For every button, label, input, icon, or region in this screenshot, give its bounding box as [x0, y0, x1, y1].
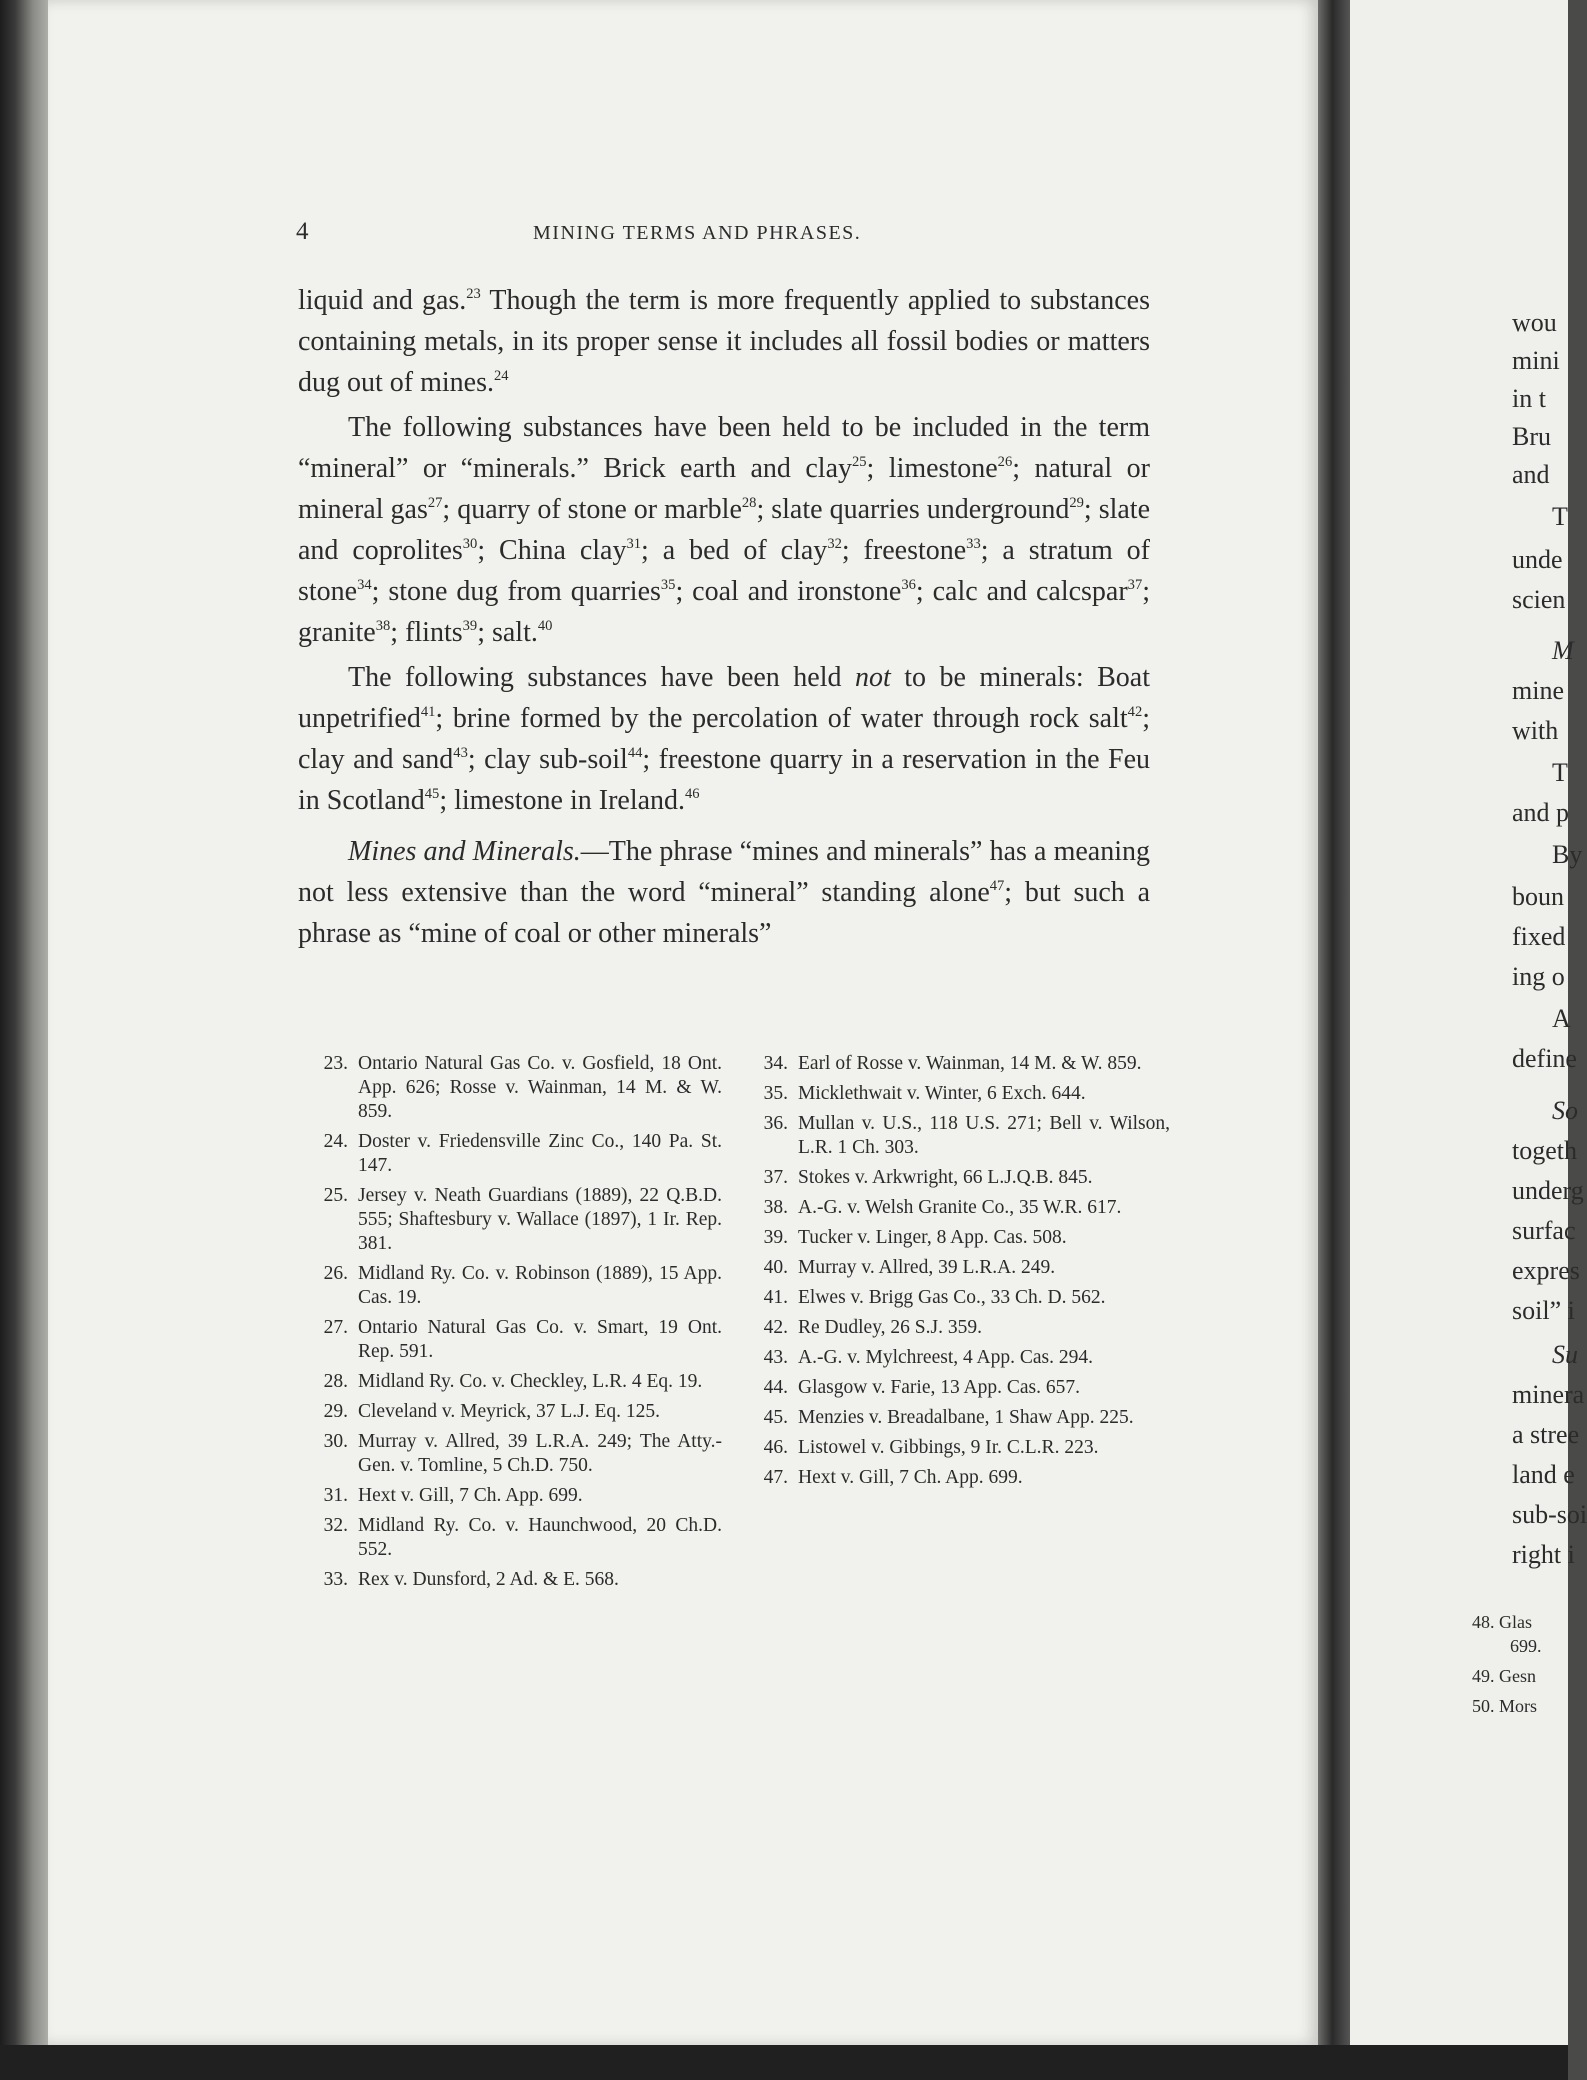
footnote-ref: 45	[424, 786, 440, 803]
footnote: 40. Murray v. Allred, 39 L.R.A. 249.	[763, 1257, 1056, 1278]
right-page-line: underg	[1512, 1176, 1584, 1205]
footnote-ref: 35	[660, 577, 676, 594]
footnote: 30. Murray v. Allred, 39 L.R.A. 249; The Atty.-Gen. v. Tomline, 5 Ch.D. 750.	[323, 1431, 722, 1476]
right-page-line: scien	[1512, 585, 1566, 614]
right-page-line: define	[1512, 1044, 1577, 1073]
right-page-line: a stree	[1512, 1420, 1580, 1449]
footnote: 32. Midland Ry. Co. v. Haunchwood, 20 Ch.D. 552.	[323, 1515, 722, 1560]
right-page-line: surfac	[1512, 1216, 1576, 1245]
footnote-ref: 42	[1127, 704, 1143, 721]
footnote-ref: 36	[901, 577, 916, 594]
footnote: 24. Doster v. Friedensville Zinc Co., 140 Pa. St. 147.	[323, 1131, 722, 1176]
footnote: 31. Hext v. Gill, 7 Ch. App. 699.	[323, 1485, 583, 1506]
right-page-line: Bru	[1512, 422, 1551, 451]
running-head: MINING TERMS AND PHRASES.	[533, 222, 862, 244]
paragraph: liquid and gas.$^{23}$ Though the term is more frequently applied to substances containing metals, in its proper sense it includes all fossil bodies or matters dug out of mines.$^{24}$	[298, 285, 1150, 398]
right-page-line: mini	[1512, 346, 1560, 375]
right-page-line: sub-soi	[1512, 1500, 1587, 1529]
footnote: 37. Stokes v. Arkwright, 66 L.J.Q.B. 845.	[763, 1167, 1093, 1188]
footnote-ref: 33	[966, 536, 981, 553]
footnote-ref: 39	[462, 618, 478, 635]
footnote-ref: 32	[827, 536, 842, 553]
right-page-line: land e	[1512, 1460, 1575, 1489]
right-page-line: T	[1552, 502, 1568, 531]
paragraph: The following substances have been held to be included in the term “mineral” or “minerals.” Brick earth and clay$^{25}$; limestone$^{26}$; natural or mineral gas$^{27}$; quarry of stone or marble$^{28}$; slate quarries underground$^{29}$; slate and coprolites$^{30}$; China clay$^{31}$; a bed of clay$^{32}$; freestone$^{33}$; a stratum of stone$^{34}$; stone dug from quarries$^{35}$; coal and ironstone$^{36}$; calc and calcspar$^{37}$; granite$^{38}$; flints$^{39}$; salt.$^{40}$	[298, 412, 1151, 648]
right-page-line: fixed	[1512, 922, 1566, 951]
right-page-footnote: 50. Mors	[1472, 1696, 1538, 1716]
right-page-footnote: 48. Glas	[1472, 1612, 1532, 1632]
footnote: 42. Re Dudley, 26 S.J. 359.	[763, 1317, 982, 1338]
footnote: 28. Midland Ry. Co. v. Checkley, L.R. 4 Eq. 19.	[323, 1371, 703, 1392]
footnote-ref: 41	[420, 704, 436, 721]
footnote-ref: 43	[453, 745, 468, 762]
right-page	[1350, 0, 1587, 2045]
footnotes-right-column	[744, 1052, 1170, 1496]
footnote: 45. Menzies v. Breadalbane, 1 Shaw App. 225.	[763, 1407, 1134, 1428]
book-gutter	[1318, 0, 1350, 2045]
body-text	[298, 280, 1150, 958]
footnote-ref: 30	[462, 536, 478, 553]
right-page-line: soil” i	[1512, 1296, 1575, 1325]
footnote: 41. Elwes v. Brigg Gas Co., 33 Ch. D. 562.	[763, 1287, 1106, 1308]
footnote-ref: 38	[375, 618, 391, 635]
footnote-ref: 27	[427, 495, 443, 512]
footnote-ref: 29	[1069, 495, 1084, 512]
footnote-ref: 28	[741, 495, 757, 512]
footnote: 27. Ontario Natural Gas Co. v. Smart, 19 Ont. Rep. 591.	[323, 1317, 722, 1362]
footnote: 29. Cleveland v. Meyrick, 37 L.J. Eq. 125.	[323, 1401, 661, 1422]
right-page-line: right i	[1512, 1540, 1575, 1569]
right-page-line: expres	[1512, 1256, 1580, 1285]
footnote-ref: 47	[989, 878, 1005, 895]
right-page-line: unde	[1512, 545, 1563, 574]
right-page-line: By	[1552, 840, 1583, 869]
right-page-line: mine	[1512, 676, 1564, 705]
footnote: 25. Jersey v. Neath Guardians (1889), 22 Q.B.D. 555; Shaftesbury v. Wallace (1897), 1 Ir. Rep. 381.	[323, 1185, 722, 1254]
footnote-ref: 46	[685, 786, 700, 803]
footnote-ref: 40	[537, 618, 553, 635]
footnote: 47. Hext v. Gill, 7 Ch. App. 699.	[763, 1467, 1023, 1488]
scan-bottom-edge	[0, 2045, 1568, 2080]
footnote-ref: 23	[466, 286, 481, 303]
right-page-line: boun	[1512, 882, 1564, 911]
footnote-ref: 37	[1127, 577, 1143, 594]
footnote-ref: 26	[997, 454, 1013, 471]
right-page-line: togeth	[1512, 1136, 1577, 1165]
footnote-ref: 44	[627, 745, 643, 762]
right-page-line: T	[1552, 758, 1568, 787]
footnote: 38. A.-G. v. Welsh Granite Co., 35 W.R. 617.	[763, 1197, 1122, 1218]
footnote: 43. A.-G. v. Mylchreest, 4 App. Cas. 294.	[763, 1347, 1093, 1368]
footnote-ref: 25	[852, 454, 867, 471]
footnote: 36. Mullan v. U.S., 118 U.S. 271; Bell v. Wilson, L.R. 1 Ch. 303.	[763, 1113, 1170, 1158]
paragraph: The following substances have been held not to be minerals: Boat unpetrified$^{41}$; brine formed by the percolation of water through rock salt$^{42}$; clay and sand$^{43}$; clay sub-soil$^{44}$; freestone quarry in a reservation in the Feu in Scotland$^{45}$; limestone in Ireland.$^{46}$	[298, 662, 1151, 816]
footnote-ref: 31	[626, 536, 642, 553]
page-number: 4	[296, 218, 309, 245]
right-page-line: So	[1552, 1096, 1578, 1125]
right-page-line: wou	[1512, 308, 1557, 337]
right-page-line: and	[1512, 460, 1550, 489]
right-page-line: A	[1552, 1004, 1571, 1033]
footnote-ref: 24	[494, 368, 509, 385]
footnote: 23. Ontario Natural Gas Co. v. Gosfield, 18 Ont. App. 626; Rosse v. Wainman, 14 M. & W. 859.	[323, 1053, 722, 1122]
right-page-line: with	[1512, 716, 1559, 745]
paragraph: Mines and Minerals.—The phrase “mines and minerals” has a meaning not less extensive than the word “mineral” standing alone$^{47}$; but such a phrase as “mine of coal or other minerals”	[298, 836, 1150, 949]
footnote: 39. Tucker v. Linger, 8 App. Cas. 508.	[763, 1227, 1067, 1248]
right-page-footnote: 49. Gesn	[1472, 1666, 1536, 1686]
footnote: 35. Micklethwait v. Winter, 6 Exch. 644.	[763, 1083, 1086, 1104]
section-heading: Mines and Minerals.	[348, 836, 581, 867]
footnote: 44. Glasgow v. Farie, 13 App. Cas. 657.	[763, 1377, 1081, 1398]
right-page-line: in t	[1512, 384, 1546, 413]
footnote: 34. Earl of Rosse v. Wainman, 14 M. & W. 859.	[763, 1053, 1142, 1074]
right-page-line: Su	[1552, 1340, 1578, 1369]
footnote: 26. Midland Ry. Co. v. Robinson (1889), 15 App. Cas. 19.	[323, 1263, 722, 1308]
right-page-line: and p	[1512, 798, 1570, 827]
right-page-footnote: 699.	[1510, 1636, 1542, 1656]
footnote: 46. Listowel v. Gibbings, 9 Ir. C.L.R. 223.	[763, 1437, 1099, 1458]
right-page-line: ing o	[1512, 962, 1565, 991]
footnote: 33. Rex v. Dunsford, 2 Ad. & E. 568.	[323, 1569, 619, 1590]
footnote-ref: 34	[357, 577, 372, 594]
footnotes-left-column	[304, 1052, 722, 1598]
right-page-line: M	[1552, 636, 1574, 665]
right-page-line: minera	[1512, 1380, 1585, 1409]
